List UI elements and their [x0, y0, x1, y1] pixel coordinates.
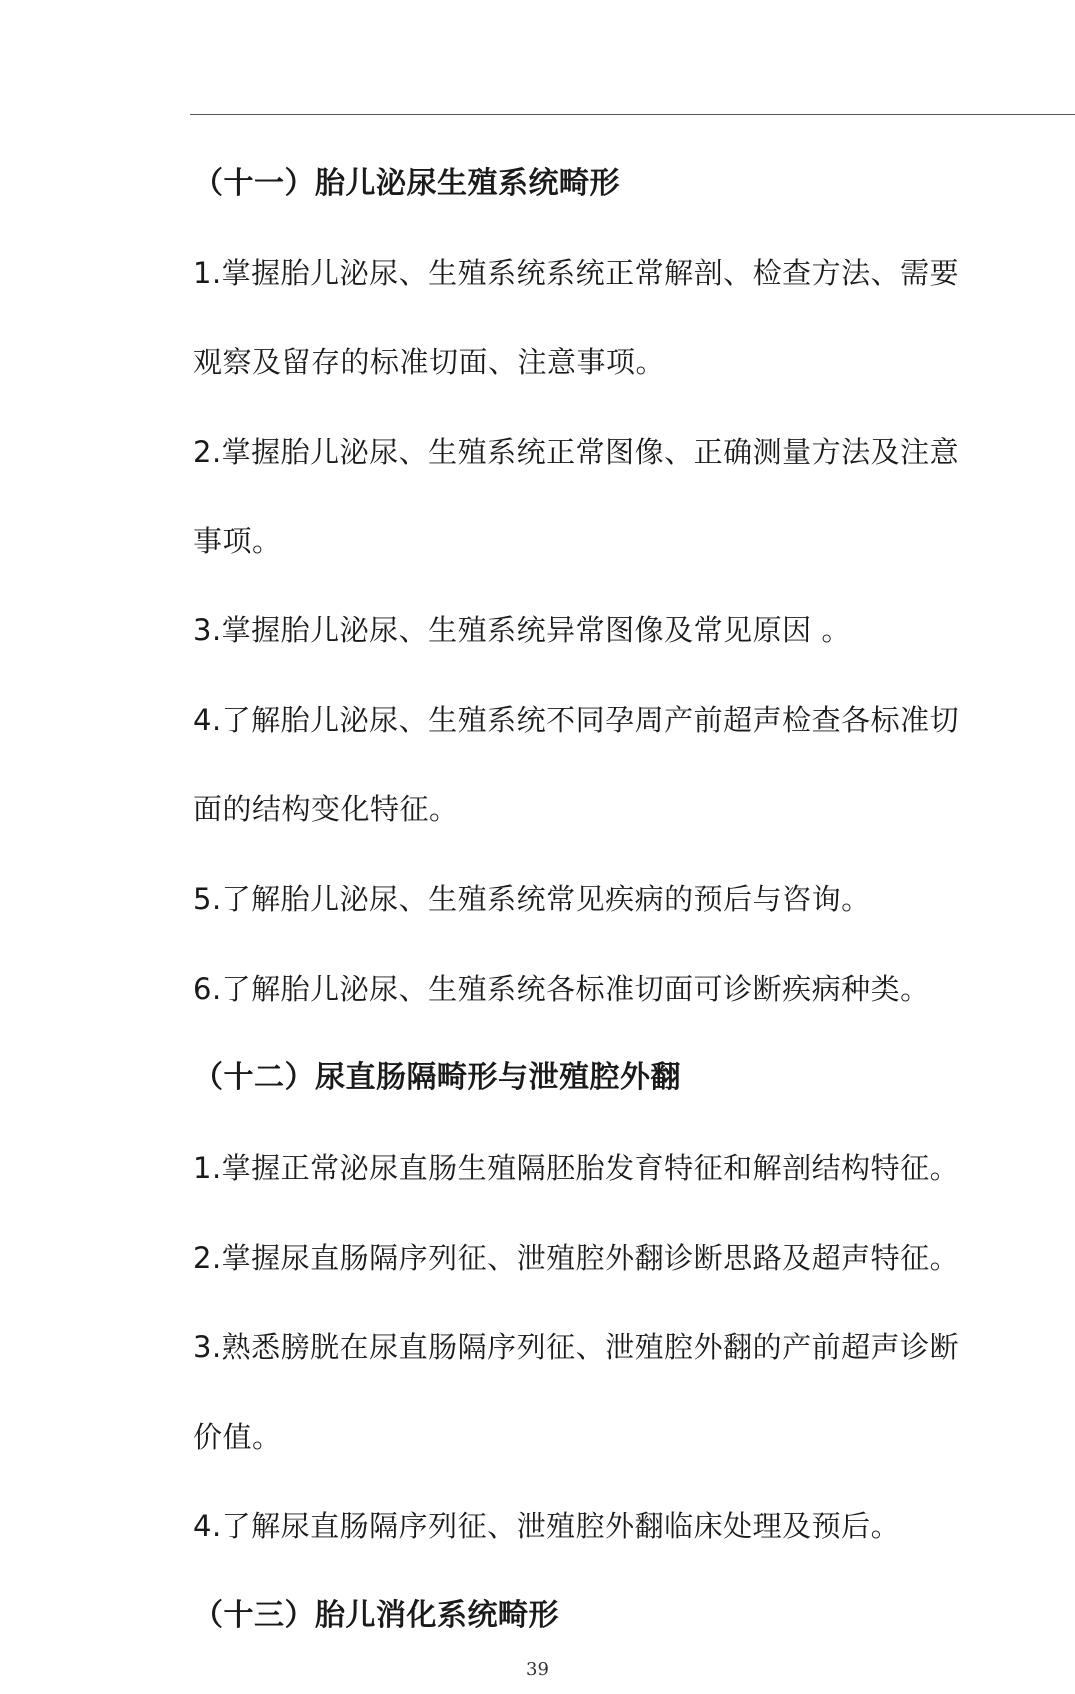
section-11-item-6: 6.了解胎儿泌尿、生殖系统各标准切面可诊断疾病种类。 — [193, 972, 930, 1006]
section-12-item-2: 2.掌握尿直肠隔序列征、泄殖腔外翻诊断思路及超声特征。 — [193, 1241, 960, 1275]
section-11-item-2-line-2: 事项。 — [193, 524, 282, 558]
section-12-item-4: 4.了解尿直肠隔序列征、泄殖腔外翻临床处理及预后。 — [193, 1509, 901, 1543]
section-11-item-1-line-2: 观察及留存的标准切面、注意事项。 — [193, 345, 666, 379]
section-11-item-4-line-1: 4.了解胎儿泌尿、生殖系统不同孕周产前超声检查各标准切 — [193, 703, 960, 737]
section-11-item-5: 5.了解胎儿泌尿、生殖系统常见疾病的预后与咨询。 — [193, 882, 871, 916]
section-11-item-3: 3.掌握胎儿泌尿、生殖系统异常图像及常见原因 。 — [193, 613, 851, 647]
section-13-heading: （十三）胎儿消化系统畸形 — [193, 1598, 559, 1633]
header-rule — [190, 114, 1075, 115]
section-12-item-1: 1.掌握正常泌尿直肠生殖隔胚胎发育特征和解剖结构特征。 — [193, 1151, 960, 1185]
section-12-heading: （十二）尿直肠隔畸形与泄殖腔外翻 — [193, 1060, 681, 1095]
section-12-item-3-line-1: 3.熟悉膀胱在尿直肠隔序列征、泄殖腔外翻的产前超声诊断 — [193, 1330, 960, 1364]
section-11-heading: （十一）胎儿泌尿生殖系统畸形 — [193, 166, 620, 201]
section-11-item-4-line-2: 面的结构变化特征。 — [193, 792, 459, 826]
section-11-item-2-line-1: 2.掌握胎儿泌尿、生殖系统正常图像、正确测量方法及注意 — [193, 435, 960, 469]
page-number: 39 — [526, 1659, 549, 1680]
section-12-item-3-line-2: 价值。 — [193, 1420, 282, 1454]
section-11-item-1-line-1: 1.掌握胎儿泌尿、生殖系统系统正常解剖、检查方法、需要 — [193, 256, 960, 290]
